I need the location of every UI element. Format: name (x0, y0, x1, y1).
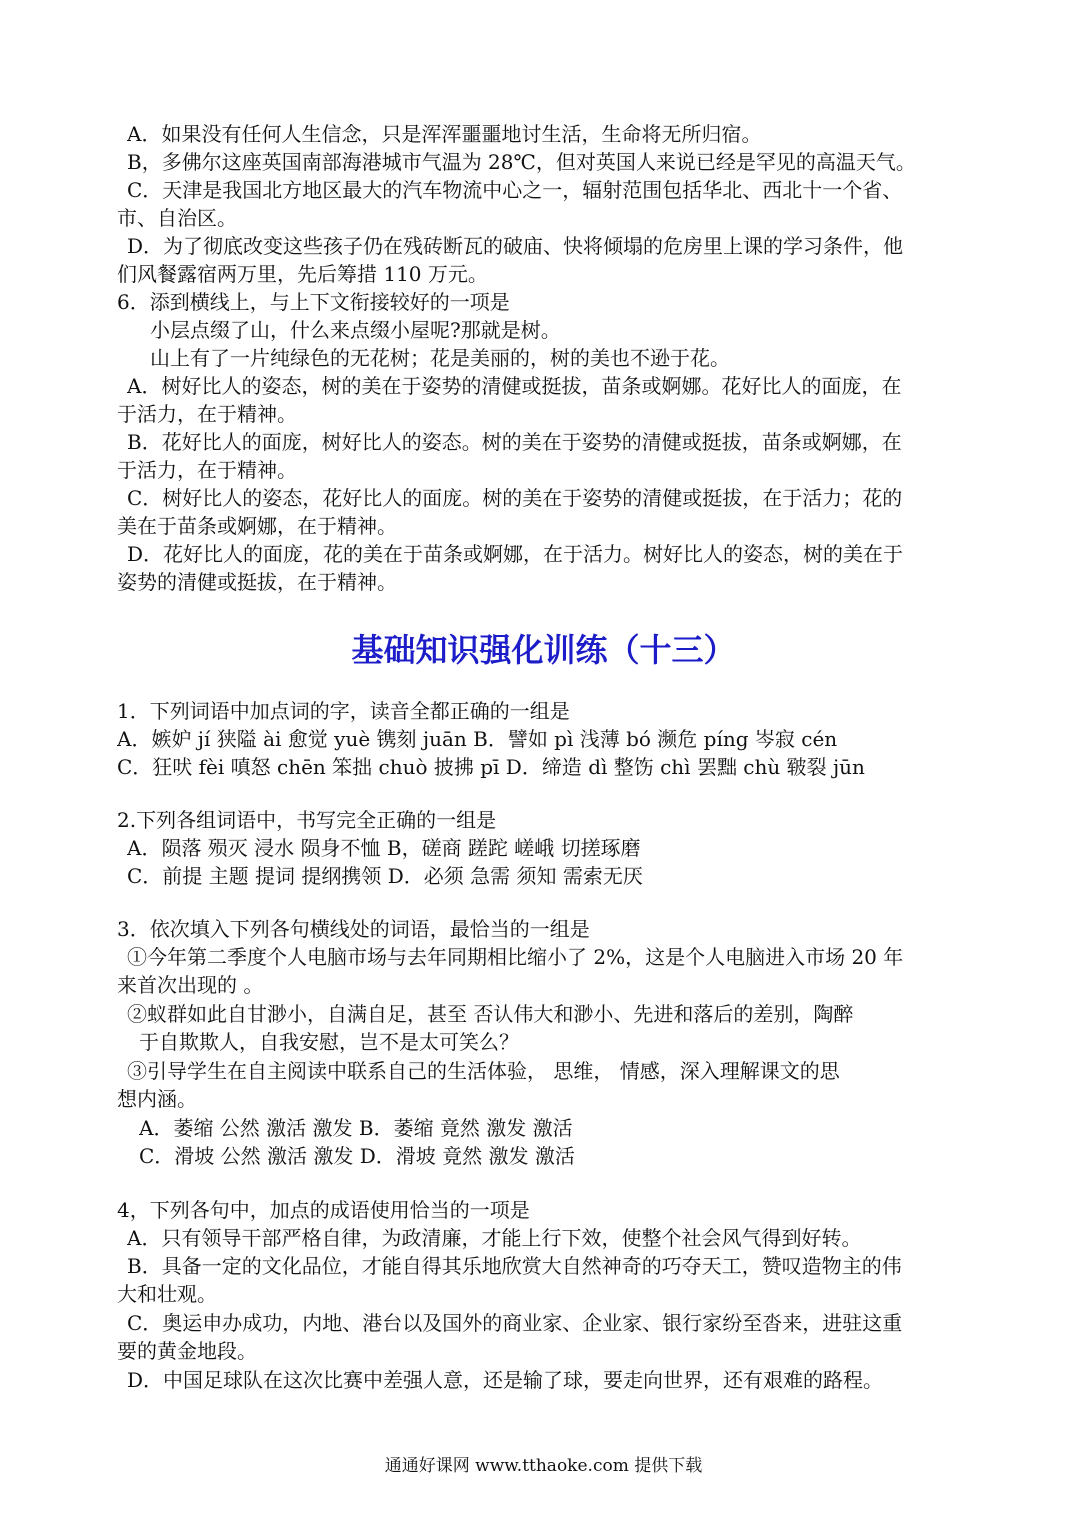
q5-option-d-cont: 们风餐露宿两万里，先后筹措 110 万元。 (117, 262, 488, 286)
q5-option-b: B，多佛尔这座英国南部海港城市气温为 28℃，但对英国人来说已经是罕见的高温天气。 (127, 150, 916, 174)
page-footer: 通通好课网 www.tthaoke.com 提供下载 (384, 1456, 703, 1476)
q3-sentence-1: ①今年第二季度个人电脑市场与去年同期相比缩小了 2%，这是个人电脑进入市场 20 年 (127, 945, 904, 969)
q3-sentence-3-cont: 想内涵。 (117, 1087, 197, 1111)
q1-line: C．狂吠 fèi 嗔怒 chēn 笨拙 chuò 披拂 pī D．缔造 dì 整饬 chì 罢黜 chù 皲裂 jūn (117, 755, 865, 779)
q3-stem: 3．依次填入下列各句横线处的词语，最恰当的一组是 (117, 917, 590, 941)
q6-option-c-cont: 美在于苗条或婀娜，在于精神。 (117, 514, 397, 538)
q4-option-a: A．只有领导干部严格自律，为政清廉，才能上行下效，使整个社会风气得到好转。 (127, 1226, 862, 1250)
q6-passage-line: 小层点缀了山，什么来点缀小屋呢?那就是树。 (150, 318, 561, 342)
q6-option-c: C．树好比人的姿态，花好比人的面庞。树的美在于姿势的清健或挺拔，在于活力；花的 (127, 486, 903, 510)
q6-option-b: B．花好比人的面庞，树好比人的姿态。树的美在于姿势的清健或挺拔，苗条或婀娜，在 (127, 430, 902, 454)
q4-option-c-cont: 要的黄金地段。 (117, 1339, 257, 1363)
q6-stem: 6．添到横线上，与上下文衔接较好的一项是 (117, 290, 510, 314)
q2-line: A．陨落 殒灭 浸水 陨身不恤 B，磋商 蹉跎 嵯峨 切搓琢磨 (127, 836, 641, 860)
q6-passage-line: 山上有了一片纯绿色的无花树；花是美丽的，树的美也不逊于花。 (150, 346, 730, 370)
q4-option-b: B．具备一定的文化品位，才能自得其乐地欣赏大自然神奇的巧夺天工，赞叹造物主的伟 (127, 1254, 902, 1278)
q5-option-c: C．天津是我国北方地区最大的汽车物流中心之一，辐射范围包括华北、西北十一个省、 (127, 178, 903, 202)
q2-line: C．前提 主题 提词 提纲携领 D．必须 急需 须知 需索无厌 (127, 864, 643, 888)
q3-sentence-2-cont: 于自欺欺人，自我安慰，岂不是太可笑么？ (139, 1030, 519, 1054)
q1-line: A．嫉妒 jí 狭隘 ài 愈觉 yuè 镌刻 juān B．譬如 pì 浅薄 bó 濒危 píng 岑寂 cén (117, 727, 838, 751)
q6-option-d-cont: 姿势的清健或挺拔，在于精神。 (117, 570, 397, 594)
q4-stem: 4，下列各句中，加点的成语使用恰当的一项是 (117, 1198, 530, 1222)
q6-option-b-cont: 于活力，在于精神。 (117, 458, 297, 482)
q5-option-c-cont: 市、自治区。 (117, 206, 237, 230)
q3-options-ab: A．萎缩 公然 激活 激发 B．萎缩 竟然 激发 激活 (139, 1116, 573, 1140)
q1-stem: 1．下列词语中加点词的字，读音全都正确的一组是 (117, 699, 570, 723)
q6-option-a-cont: 于活力，在于精神。 (117, 402, 297, 426)
q3-sentence-3: ③引导学生在自主阅读中联系自己的生活体验， 思维， 情感，深入理解课文的思 (127, 1059, 840, 1083)
section-title: 基础知识强化训练（十三） (351, 631, 736, 669)
q3-options-cd: C．滑坡 公然 激活 激发 D．滑坡 竟然 激发 激活 (139, 1144, 575, 1168)
q3-sentence-2: ②蚁群如此自甘渺小，自满自足，甚至 否认伟大和渺小、先进和落后的差别，陶醉 (127, 1002, 854, 1026)
q5-option-d: D．为了彻底改变这些孩子仍在残砖断瓦的破庙、快将倾塌的危房里上课的学习条件，他 (127, 234, 904, 258)
q6-option-d: D．花好比人的面庞，花的美在于苗条或婀娜，在于活力。树好比人的姿态，树的美在于 (127, 542, 904, 566)
q4-option-b-cont: 大和壮观。 (117, 1282, 217, 1306)
q2-stem: 2.下列各组词语中，书写完全正确的一组是 (117, 808, 497, 832)
q6-option-a: A．树好比人的姿态，树的美在于姿势的清健或挺拔，苗条或婀娜。花好比人的面庞，在 (127, 374, 902, 398)
q4-option-d: D．中国足球队在这次比赛中差强人意，还是输了球，要走向世界，还有艰难的路程。 (127, 1368, 884, 1392)
q5-option-a: A．如果没有任何人生信念，只是浑浑噩噩地讨生活，生命将无所归宿。 (127, 122, 762, 146)
q3-sentence-1-cont: 来首次出现的 。 (117, 973, 264, 997)
q4-option-c: C．奥运申办成功，内地、港台以及国外的商业家、企业家、银行家纷至沓来，进驻这重 (127, 1311, 903, 1335)
